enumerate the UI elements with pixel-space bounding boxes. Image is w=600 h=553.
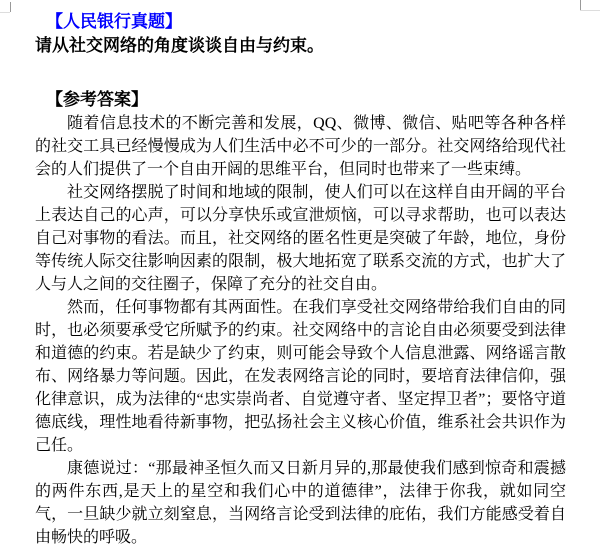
answer-section-label: 【参考答案】 bbox=[46, 90, 148, 109]
margin-corner-mark-top-left-vertical bbox=[10, 2, 11, 12]
margin-corner-mark-top-left-horizontal bbox=[0, 12, 10, 13]
answer-paragraph-1: 随着信息技术的不断完善和发展，QQ、微博、微信、贴吧等各种各样的社交工具已经慢慢成为人们生活中必不可少的一部分。社交网络给现代社会的人们提供了一个自由开阔的思维平台，但同时也带来了一些束缚。 bbox=[35, 115, 566, 178]
answer-paragraph-2: 社交网络摆脱了时间和地域的限制，使人们可以在这样自由开阔的平台上表达自己的心声，可以分享快乐或宣泄烦恼，可以寻求帮助，也可以表达自己对事物的看法。而且，社交网络的匿名性更是突破了年龄，地位，身份等传统人际交往影响因素的限制，极大地拓宽了联系交流的方式，也扩大了人与人之间的交往圈子，保障了充分的社交自由。 bbox=[35, 184, 566, 293]
exam-source-heading: 【人民银行真题】 bbox=[46, 12, 182, 31]
margin-corner-mark-top-right-horizontal bbox=[580, 10, 600, 11]
margin-corner-mark-top-right-vertical bbox=[580, 0, 581, 10]
document-content bbox=[35, 10, 566, 549]
answer-paragraph-3: 然而，任何事物都有其两面性。在我们享受社交网络带给我们自由的同时，也必须要承受它所赋予的约束。社交网络中的言论自由必须要受到法律和道德的约束。若是缺少了约束，则可能会导致个人信息泄露、网络谣言散布、网络暴力等问题。因此，在发表网络言论的同时，要培育法律信仰，强化律意识，成为法律的“忠实崇尚者、自觉遵守者、坚定捍卫者”；要恪守道德底线，理性地看待新事物，把弘扬社会主义核心价值，维系社会共识作为己任。 bbox=[35, 299, 566, 454]
answer-paragraph-4: 康德说过：“那最神圣恒久而又日新月异的,那最使我们感到惊奇和震撼的两件东西,是天上的星空和我们心中的道德律”，法律于你我，就如同空气，一旦缺少就立刻窒息，当网络言论受到法律的庇佑，我们方能感受着自由畅快的呼吸。 bbox=[35, 460, 566, 546]
question-text: 请从社交网络的角度谈谈自由与约束。 bbox=[35, 36, 324, 55]
